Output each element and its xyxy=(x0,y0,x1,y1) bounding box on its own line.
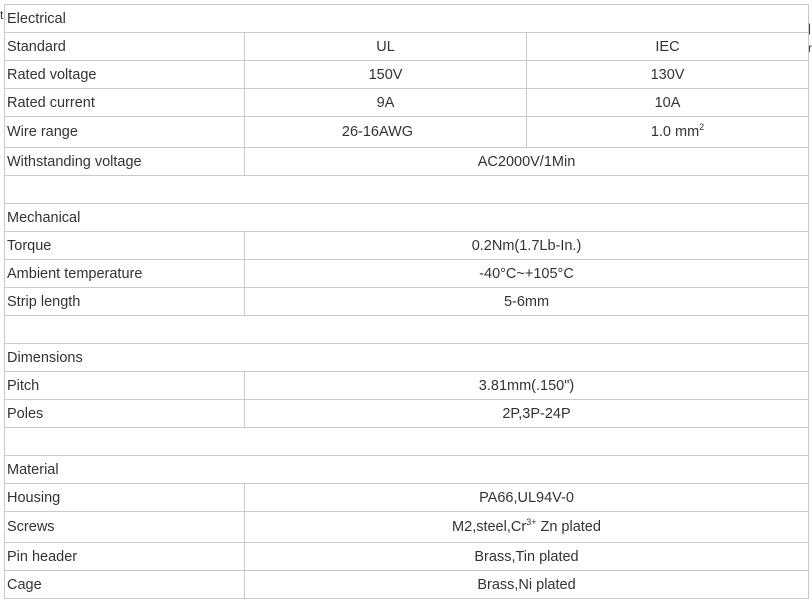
row-label: Housing xyxy=(5,484,245,512)
table-row xyxy=(5,484,809,512)
value-merged: Brass,Tin plated xyxy=(245,543,809,571)
table-row xyxy=(5,400,809,428)
table-row xyxy=(5,148,809,176)
screws-value-pre: M2,steel,Cr xyxy=(452,519,527,535)
table-row xyxy=(5,571,809,599)
table-row xyxy=(5,232,809,260)
table-row xyxy=(5,117,809,148)
row-label: Standard xyxy=(5,33,245,61)
section-electrical xyxy=(5,5,809,33)
spacer-row xyxy=(5,428,809,456)
value-merged: -40°C~+105°C xyxy=(245,260,809,288)
section-heading: Material xyxy=(5,456,809,484)
section-heading: Mechanical xyxy=(5,204,809,232)
value-ul xyxy=(245,117,527,148)
screws-value-post: Zn plated xyxy=(536,519,601,535)
row-label: Wire range xyxy=(5,117,245,148)
row-label: Rated voltage xyxy=(5,61,245,89)
spacer-row xyxy=(5,176,809,204)
value-merged: 5-6mm xyxy=(245,288,809,316)
table-row xyxy=(5,89,809,117)
value-merged: 0.2Nm(1.7Lb-In.) xyxy=(245,232,809,260)
stray-glyph-bar: | xyxy=(808,21,812,35)
table-row xyxy=(5,512,809,543)
row-label: Torque xyxy=(5,232,245,260)
stray-glyph-r: r xyxy=(808,41,812,55)
value-iec: 10A xyxy=(527,89,809,117)
row-label: Rated current xyxy=(5,89,245,117)
spacer-cell xyxy=(5,176,809,204)
value-merged xyxy=(245,512,809,543)
wire-range-iec-text xyxy=(651,124,704,140)
stray-glyph-t: t xyxy=(0,8,4,22)
value-ul: UL xyxy=(245,33,527,61)
section-heading: Dimensions xyxy=(5,344,809,372)
value-iec: IEC xyxy=(527,33,809,61)
value-merged: Brass,Ni plated xyxy=(245,571,809,599)
spec-table xyxy=(4,4,812,599)
wire-range-ul-text: 26-16AWG xyxy=(341,124,414,140)
value-merged: PA66,UL94V-0 xyxy=(245,484,809,512)
table-row xyxy=(5,33,809,61)
row-label: Ambient temperature xyxy=(5,260,245,288)
poles-text: 2P,3P-24P xyxy=(502,405,571,422)
wire-range-iec-base: 1.0 mm xyxy=(650,124,700,140)
section-material xyxy=(5,456,809,484)
row-label: Strip length xyxy=(5,288,245,316)
value-merged xyxy=(245,400,809,428)
value-iec xyxy=(527,117,809,148)
spacer-cell xyxy=(5,316,809,344)
table-row xyxy=(5,61,809,89)
row-label: Pitch xyxy=(5,372,245,400)
value-merged: 3.81mm(.150") xyxy=(245,372,809,400)
table-row xyxy=(5,288,809,316)
wire-range-iec-superscript: 2 xyxy=(699,122,705,133)
section-dimensions xyxy=(5,344,809,372)
spacer-row xyxy=(5,316,809,344)
row-label: Screws xyxy=(5,512,245,543)
table-row xyxy=(5,372,809,400)
value-merged: AC2000V/1Min xyxy=(245,148,809,176)
row-label: Cage xyxy=(5,571,245,599)
table-row xyxy=(5,260,809,288)
row-label: Pin header xyxy=(5,543,245,571)
row-label: Poles xyxy=(5,400,245,428)
row-label: Withstanding voltage xyxy=(5,148,245,176)
value-ul: 150V xyxy=(245,61,527,89)
section-heading: Electrical xyxy=(5,5,809,33)
value-ul: 9A xyxy=(245,89,527,117)
table-row xyxy=(5,543,809,571)
screws-value-superscript: 3+ xyxy=(526,517,537,528)
value-iec: 130V xyxy=(527,61,809,89)
spacer-cell xyxy=(5,428,809,456)
section-mechanical xyxy=(5,204,809,232)
